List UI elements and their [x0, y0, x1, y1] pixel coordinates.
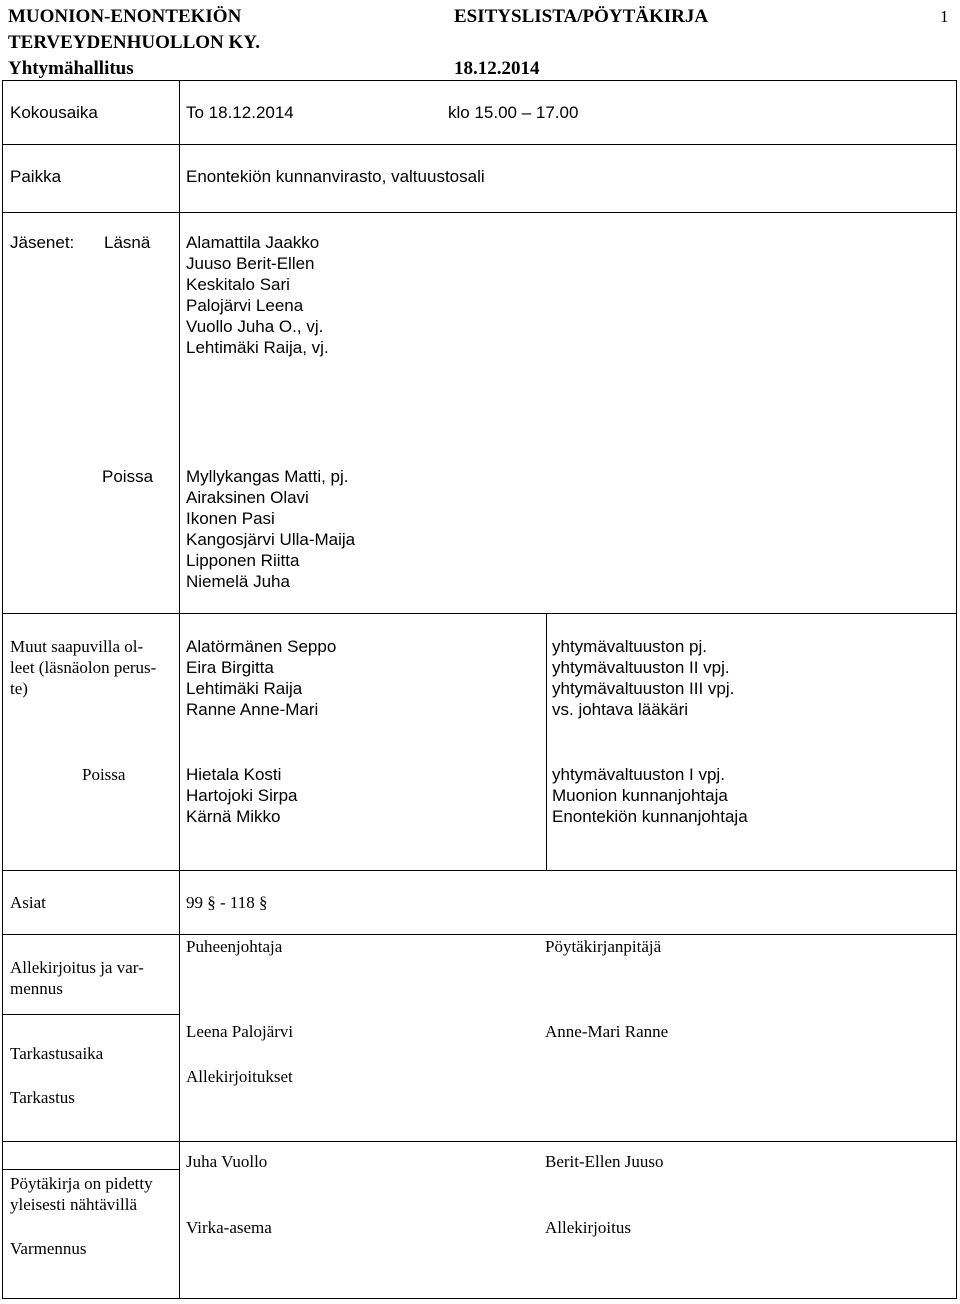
- list-item: Enontekiön kunnanjohtaja: [552, 807, 748, 826]
- list-item: Muonion kunnanjohtaja: [552, 786, 728, 805]
- list-item: Hietala Kosti: [186, 765, 282, 784]
- list-item: Kangosjärvi Ulla-Maija: [186, 530, 356, 549]
- list-item: vs. johtava lääkäri: [552, 700, 689, 719]
- position-label: Virka-asema: [186, 1218, 272, 1237]
- matters-box: [2, 870, 957, 935]
- list-item: Ikonen Pasi: [186, 509, 275, 528]
- label-line: yleisesti nähtävillä: [10, 1195, 137, 1214]
- list-item: Hartojoki Sirpa: [186, 786, 298, 805]
- list-item: Vuollo Juha O., vj.: [186, 317, 324, 336]
- meeting-date: To 18.12.2014: [186, 103, 294, 122]
- check-time-label: Tarkastusaika: [10, 1044, 104, 1063]
- label-line: te): [10, 679, 28, 698]
- list-item: Ranne Anne-Mari: [186, 700, 319, 719]
- list-item: Eira Birgitta: [186, 658, 274, 677]
- section-symbol: §: [259, 893, 268, 912]
- matters-from: 99: [186, 893, 203, 912]
- signature-label: Allekirjoitus: [545, 1218, 631, 1237]
- list-item: Lipponen Riitta: [186, 551, 300, 570]
- signing-label: [10, 957, 144, 999]
- row-divider: [3, 144, 956, 145]
- members-box: [2, 212, 957, 614]
- label-line: Pöytäkirja on pidetty: [10, 1174, 153, 1193]
- matters-range: [186, 892, 268, 913]
- list-item: Airaksinen Olavi: [186, 488, 309, 507]
- document-date: 18.12.2014: [454, 58, 540, 79]
- page-number: 1: [940, 7, 949, 26]
- list-item: yhtymävaltuuston II vpj.: [552, 658, 730, 677]
- members-present-label: Läsnä: [104, 233, 151, 252]
- list-item: Lehtimäki Raija: [186, 679, 303, 698]
- members-label: Jäsenet:: [10, 233, 75, 252]
- label-line: leet (läsnäolon perus-: [10, 658, 157, 677]
- others-present-roles: [552, 636, 734, 720]
- list-item: yhtymävaltuuston I vpj.: [552, 765, 725, 784]
- others-label: [10, 636, 156, 699]
- column-divider: [179, 213, 180, 613]
- column-divider: [179, 614, 180, 870]
- signing-box: [2, 934, 957, 1142]
- list-item: Myllykangas Matti, pj.: [186, 467, 349, 486]
- column-divider: [179, 871, 180, 934]
- row-divider: [3, 1014, 179, 1015]
- meeting-time-label: Kokousaika: [10, 103, 98, 122]
- chair-name: Leena Palojärvi: [186, 1022, 294, 1041]
- row-divider: [3, 1169, 179, 1170]
- label-line: Allekirjoitus ja var-: [10, 958, 144, 977]
- list-item: Niemelä Juha: [186, 572, 290, 591]
- secretary-name: Anne-Mari Ranne: [545, 1022, 669, 1041]
- list-item: Keskitalo Sari: [186, 275, 290, 294]
- governing-body: Yhtymähallitus: [8, 58, 134, 79]
- document-type: ESITYSLISTA/PÖYTÄKIRJA: [454, 6, 709, 27]
- signatures-label: Allekirjoitukset: [186, 1067, 293, 1086]
- matters-to: - 118: [220, 893, 255, 912]
- others-present-names: [186, 636, 336, 720]
- label-line: Muut saapuvilla ol-: [10, 637, 144, 656]
- column-divider: [179, 81, 180, 212]
- members-present-list: [186, 232, 329, 358]
- column-divider: [179, 935, 180, 1141]
- others-absent-label: Poissa: [82, 765, 126, 784]
- list-item: Lehtimäki Raija, vj.: [186, 338, 329, 357]
- members-absent-label: Poissa: [102, 467, 154, 486]
- members-absent-list: [186, 466, 355, 592]
- meeting-hours: klo 15.00 – 17.00: [448, 103, 579, 122]
- public-display-box: [2, 1141, 957, 1299]
- organization-name-line1: MUONION-ENONTEKIÖN: [8, 6, 242, 27]
- list-item: Palojärvi Leena: [186, 296, 304, 315]
- matters-label: Asiat: [10, 893, 46, 912]
- public-display-label: [10, 1173, 153, 1215]
- column-divider: [179, 1142, 180, 1298]
- list-item: yhtymävaltuuston pj.: [552, 637, 707, 656]
- person1-name: Juha Vuollo: [186, 1152, 268, 1171]
- list-item: Alamattila Jaakko: [186, 233, 320, 252]
- meeting-place-label: Paikka: [10, 167, 62, 186]
- column-divider: [546, 614, 547, 870]
- others-absent-roles: [552, 764, 748, 827]
- organization-name-line2: TERVEYDENHUOLLON KY.: [8, 32, 261, 53]
- secretary-label: Pöytäkirjanpitäjä: [545, 937, 662, 956]
- section-symbol: §: [207, 893, 216, 912]
- meeting-place-value: Enontekiön kunnanvirasto, valtuustosali: [186, 167, 485, 186]
- list-item: yhtymävaltuuston III vpj.: [552, 679, 735, 698]
- check-label: Tarkastus: [10, 1088, 75, 1107]
- list-item: Alatörmänen Seppo: [186, 637, 337, 656]
- chair-label: Puheenjohtaja: [186, 937, 283, 956]
- verify-label: Varmennus: [10, 1239, 87, 1258]
- others-absent-names: [186, 764, 298, 827]
- list-item: Juuso Berit-Ellen: [186, 254, 315, 273]
- person2-name: Berit-Ellen Juuso: [545, 1152, 664, 1171]
- label-line: mennus: [10, 979, 63, 998]
- list-item: Kärnä Mikko: [186, 807, 281, 826]
- meeting-info-box: [2, 80, 957, 213]
